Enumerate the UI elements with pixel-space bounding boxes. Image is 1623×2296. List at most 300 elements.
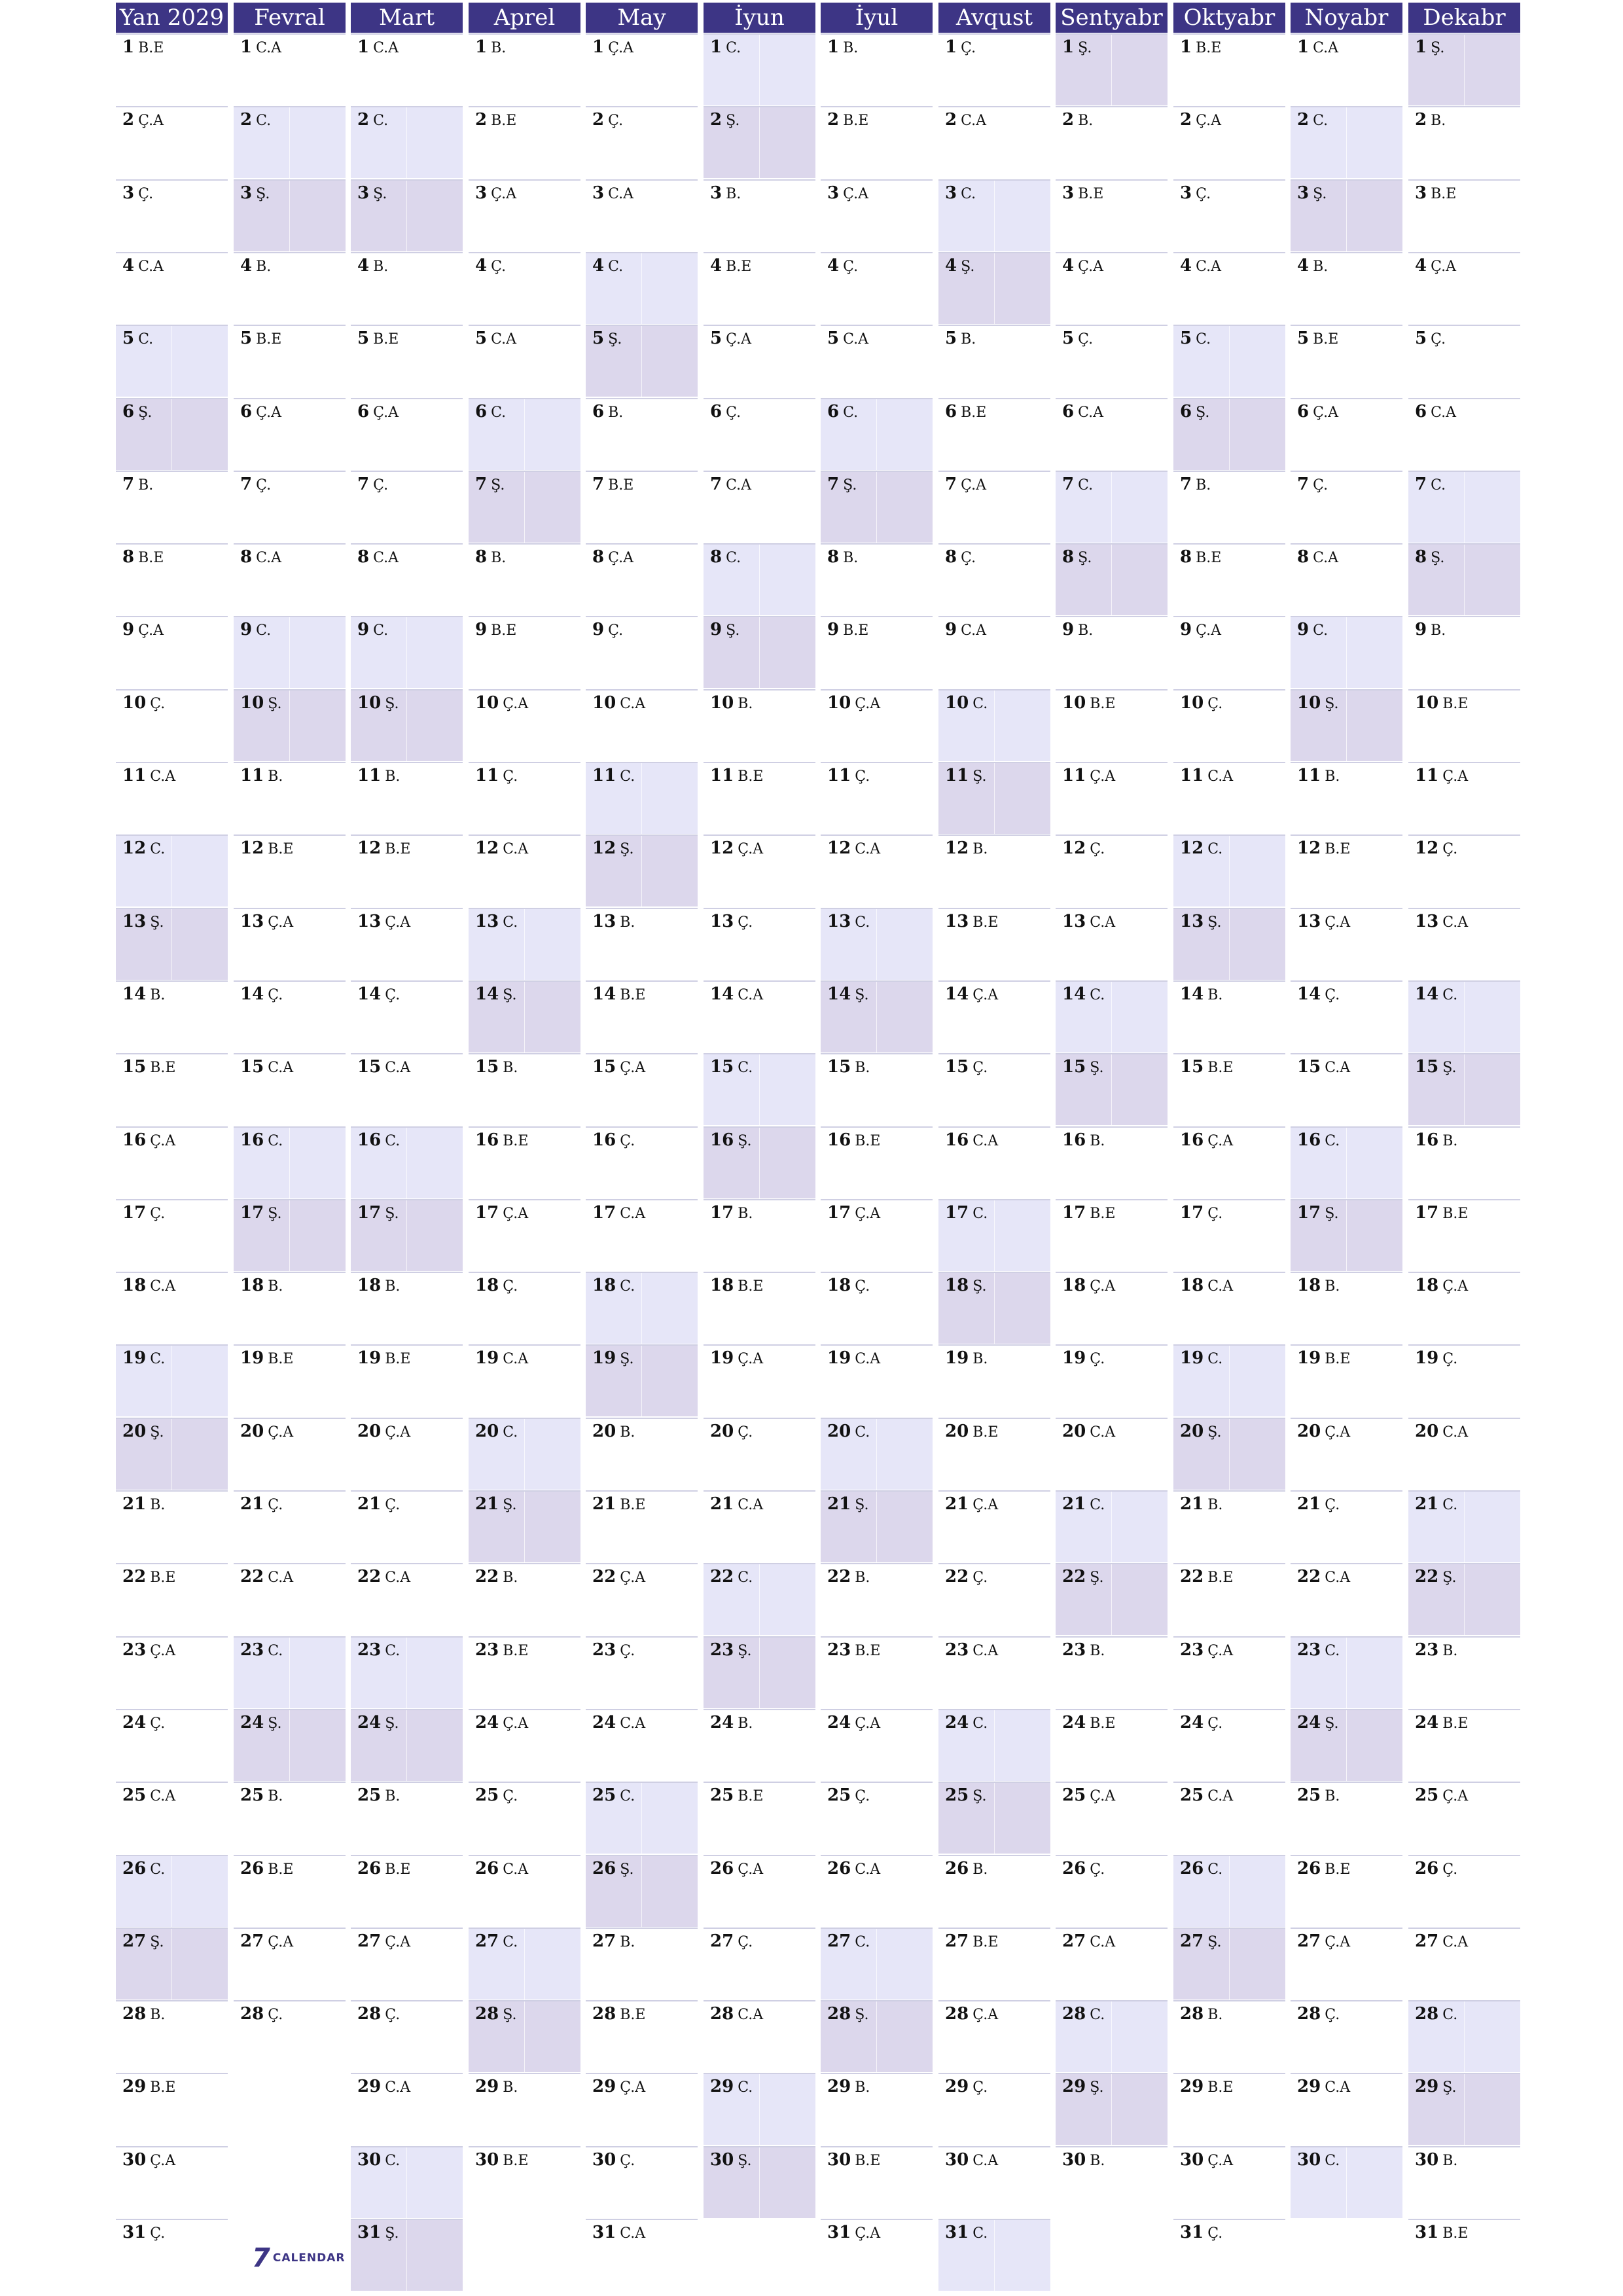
day-cell[interactable]: [1408, 1928, 1520, 2000]
day-cell[interactable]: [938, 325, 1050, 397]
day-cell[interactable]: [704, 762, 815, 834]
day-cell[interactable]: [704, 1418, 815, 1490]
day-cell[interactable]: [1173, 689, 1285, 761]
day-cell[interactable]: [469, 2000, 580, 2072]
day-cell[interactable]: [586, 1418, 698, 1490]
day-cell[interactable]: [1408, 2146, 1520, 2218]
day-cell[interactable]: [469, 762, 580, 834]
day-cell[interactable]: [1056, 1053, 1168, 1125]
day-cell[interactable]: [938, 1126, 1050, 1198]
day-cell[interactable]: [821, 1199, 933, 1271]
day-cell[interactable]: [1291, 471, 1402, 543]
day-cell[interactable]: [116, 2000, 228, 2072]
day-cell[interactable]: [938, 616, 1050, 688]
day-cell[interactable]: [1408, 1344, 1520, 1416]
day-cell[interactable]: [1056, 1272, 1168, 1344]
day-cell[interactable]: [351, 543, 463, 615]
day-cell[interactable]: [234, 762, 346, 834]
day-cell[interactable]: [938, 252, 1050, 324]
day-cell[interactable]: [351, 1636, 463, 1708]
day-cell[interactable]: [1056, 1126, 1168, 1198]
day-cell[interactable]: [469, 179, 580, 251]
day-cell[interactable]: [821, 33, 933, 105]
day-cell[interactable]: [1408, 325, 1520, 397]
day-cell[interactable]: [1291, 2073, 1402, 2145]
day-cell[interactable]: [586, 762, 698, 834]
day-cell[interactable]: [1056, 543, 1168, 615]
day-cell[interactable]: [1173, 2000, 1285, 2072]
day-cell[interactable]: [469, 689, 580, 761]
day-cell[interactable]: [1173, 1855, 1285, 1927]
day-cell[interactable]: [704, 1199, 815, 1271]
day-cell[interactable]: [586, 1563, 698, 1635]
day-cell[interactable]: [938, 1272, 1050, 1344]
day-cell[interactable]: [704, 1636, 815, 1708]
day-cell[interactable]: [1408, 834, 1520, 906]
day-cell[interactable]: [116, 1490, 228, 1562]
day-cell[interactable]: [1291, 980, 1402, 1052]
day-cell[interactable]: [1408, 1855, 1520, 1927]
day-cell[interactable]: [1173, 1928, 1285, 2000]
day-cell[interactable]: [469, 1855, 580, 1927]
day-cell[interactable]: [586, 1199, 698, 1271]
day-cell[interactable]: [821, 179, 933, 251]
day-cell[interactable]: [1291, 2000, 1402, 2072]
day-cell[interactable]: [704, 980, 815, 1052]
day-cell[interactable]: [1056, 1636, 1168, 1708]
day-cell[interactable]: [821, 2000, 933, 2072]
day-cell[interactable]: [586, 2146, 698, 2218]
day-cell[interactable]: [1056, 834, 1168, 906]
day-cell[interactable]: [1408, 33, 1520, 105]
day-cell[interactable]: [821, 471, 933, 543]
day-cell[interactable]: [1291, 543, 1402, 615]
day-cell[interactable]: [938, 1855, 1050, 1927]
day-cell[interactable]: [116, 471, 228, 543]
day-cell[interactable]: [116, 33, 228, 105]
day-cell[interactable]: [1291, 179, 1402, 251]
day-cell[interactable]: [938, 689, 1050, 761]
day-cell[interactable]: [1291, 1126, 1402, 1198]
day-cell[interactable]: [1291, 616, 1402, 688]
day-cell[interactable]: [1056, 1199, 1168, 1271]
day-cell[interactable]: [1408, 1053, 1520, 1125]
day-cell[interactable]: [1291, 834, 1402, 906]
day-cell[interactable]: [116, 689, 228, 761]
day-cell[interactable]: [821, 1418, 933, 1490]
day-cell[interactable]: [1056, 2146, 1168, 2218]
day-cell[interactable]: [351, 1855, 463, 1927]
day-cell[interactable]: [351, 2073, 463, 2145]
day-cell[interactable]: [938, 543, 1050, 615]
day-cell[interactable]: [234, 980, 346, 1052]
day-cell[interactable]: [1056, 1344, 1168, 1416]
day-cell[interactable]: [1173, 2073, 1285, 2145]
day-cell[interactable]: [1408, 1709, 1520, 1781]
day-cell[interactable]: [469, 1272, 580, 1344]
day-cell[interactable]: [469, 1563, 580, 1635]
day-cell[interactable]: [234, 1126, 346, 1198]
day-cell[interactable]: [469, 908, 580, 980]
day-cell[interactable]: [938, 471, 1050, 543]
day-cell[interactable]: [821, 2073, 933, 2145]
day-cell[interactable]: [1056, 106, 1168, 178]
day-cell[interactable]: [938, 2146, 1050, 2218]
day-cell[interactable]: [469, 1199, 580, 1271]
day-cell[interactable]: [586, 1636, 698, 1708]
day-cell[interactable]: [586, 616, 698, 688]
day-cell[interactable]: [821, 1490, 933, 1562]
day-cell[interactable]: [1408, 762, 1520, 834]
day-cell[interactable]: [116, 1928, 228, 2000]
day-cell[interactable]: [1408, 1126, 1520, 1198]
day-cell[interactable]: [1173, 1490, 1285, 1562]
day-cell[interactable]: [586, 1709, 698, 1781]
day-cell[interactable]: [351, 398, 463, 470]
day-cell[interactable]: [938, 1053, 1050, 1125]
day-cell[interactable]: [351, 1418, 463, 1490]
day-cell[interactable]: [1173, 1782, 1285, 1854]
day-cell[interactable]: [1291, 1709, 1402, 1781]
day-cell[interactable]: [1056, 1928, 1168, 2000]
day-cell[interactable]: [1408, 252, 1520, 324]
day-cell[interactable]: [1173, 1126, 1285, 1198]
day-cell[interactable]: [234, 1418, 346, 1490]
day-cell[interactable]: [351, 1199, 463, 1271]
day-cell[interactable]: [116, 1418, 228, 1490]
day-cell[interactable]: [1056, 398, 1168, 470]
day-cell[interactable]: [1291, 1053, 1402, 1125]
day-cell[interactable]: [1056, 1490, 1168, 1562]
day-cell[interactable]: [1291, 689, 1402, 761]
day-cell[interactable]: [1173, 1709, 1285, 1781]
day-cell[interactable]: [234, 33, 346, 105]
day-cell[interactable]: [586, 1490, 698, 1562]
day-cell[interactable]: [351, 980, 463, 1052]
day-cell[interactable]: [1291, 2146, 1402, 2218]
day-cell[interactable]: [938, 179, 1050, 251]
day-cell[interactable]: [1173, 2219, 1285, 2291]
day-cell[interactable]: [704, 325, 815, 397]
day-cell[interactable]: [821, 616, 933, 688]
day-cell[interactable]: [704, 689, 815, 761]
day-cell[interactable]: [586, 908, 698, 980]
day-cell[interactable]: [351, 179, 463, 251]
day-cell[interactable]: [938, 1636, 1050, 1708]
day-cell[interactable]: [938, 1709, 1050, 1781]
day-cell[interactable]: [351, 908, 463, 980]
day-cell[interactable]: [469, 1418, 580, 1490]
day-cell[interactable]: [1056, 179, 1168, 251]
day-cell[interactable]: [821, 1126, 933, 1198]
day-cell[interactable]: [1408, 1636, 1520, 1708]
day-cell[interactable]: [234, 834, 346, 906]
day-cell[interactable]: [586, 2219, 698, 2291]
day-cell[interactable]: [821, 1053, 933, 1125]
day-cell[interactable]: [586, 398, 698, 470]
day-cell[interactable]: [1291, 1490, 1402, 1562]
day-cell[interactable]: [116, 1709, 228, 1781]
day-cell[interactable]: [821, 106, 933, 178]
day-cell[interactable]: [704, 1782, 815, 1854]
day-cell[interactable]: [1173, 908, 1285, 980]
day-cell[interactable]: [116, 2073, 228, 2145]
day-cell[interactable]: [821, 543, 933, 615]
day-cell[interactable]: [586, 689, 698, 761]
day-cell[interactable]: [704, 2000, 815, 2072]
day-cell[interactable]: [469, 834, 580, 906]
day-cell[interactable]: [469, 106, 580, 178]
day-cell[interactable]: [938, 1782, 1050, 1854]
day-cell[interactable]: [821, 980, 933, 1052]
day-cell[interactable]: [821, 1928, 933, 2000]
day-cell[interactable]: [1173, 1053, 1285, 1125]
day-cell[interactable]: [1173, 179, 1285, 251]
day-cell[interactable]: [116, 1199, 228, 1271]
day-cell[interactable]: [351, 616, 463, 688]
day-cell[interactable]: [821, 1344, 933, 1416]
day-cell[interactable]: [116, 1053, 228, 1125]
day-cell[interactable]: [821, 689, 933, 761]
day-cell[interactable]: [704, 616, 815, 688]
day-cell[interactable]: [1173, 543, 1285, 615]
day-cell[interactable]: [586, 1126, 698, 1198]
day-cell[interactable]: [1291, 106, 1402, 178]
day-cell[interactable]: [351, 252, 463, 324]
day-cell[interactable]: [586, 2000, 698, 2072]
day-cell[interactable]: [704, 1855, 815, 1927]
day-cell[interactable]: [469, 2073, 580, 2145]
day-cell[interactable]: [234, 471, 346, 543]
day-cell[interactable]: [1173, 2146, 1285, 2218]
day-cell[interactable]: [469, 252, 580, 324]
day-cell[interactable]: [351, 1053, 463, 1125]
day-cell[interactable]: [351, 1782, 463, 1854]
day-cell[interactable]: [116, 762, 228, 834]
day-cell[interactable]: [1291, 1636, 1402, 1708]
day-cell[interactable]: [469, 398, 580, 470]
day-cell[interactable]: [234, 398, 346, 470]
day-cell[interactable]: [704, 1709, 815, 1781]
day-cell[interactable]: [1173, 834, 1285, 906]
day-cell[interactable]: [938, 33, 1050, 105]
day-cell[interactable]: [116, 1563, 228, 1635]
day-cell[interactable]: [586, 325, 698, 397]
day-cell[interactable]: [469, 1126, 580, 1198]
day-cell[interactable]: [116, 2146, 228, 2218]
day-cell[interactable]: [821, 2146, 933, 2218]
day-cell[interactable]: [704, 33, 815, 105]
day-cell[interactable]: [938, 2000, 1050, 2072]
day-cell[interactable]: [116, 1782, 228, 1854]
day-cell[interactable]: [1408, 543, 1520, 615]
day-cell[interactable]: [351, 1490, 463, 1562]
day-cell[interactable]: [351, 471, 463, 543]
day-cell[interactable]: [586, 1272, 698, 1344]
day-cell[interactable]: [351, 762, 463, 834]
day-cell[interactable]: [1291, 1272, 1402, 1344]
day-cell[interactable]: [1056, 1709, 1168, 1781]
day-cell[interactable]: [351, 33, 463, 105]
day-cell[interactable]: [1408, 1490, 1520, 1562]
day-cell[interactable]: [1408, 179, 1520, 251]
day-cell[interactable]: [234, 616, 346, 688]
day-cell[interactable]: [234, 1563, 346, 1635]
day-cell[interactable]: [704, 1126, 815, 1198]
day-cell[interactable]: [469, 1490, 580, 1562]
day-cell[interactable]: [586, 471, 698, 543]
day-cell[interactable]: [234, 2000, 346, 2072]
day-cell[interactable]: [704, 1928, 815, 2000]
day-cell[interactable]: [821, 762, 933, 834]
day-cell[interactable]: [1408, 689, 1520, 761]
day-cell[interactable]: [351, 2000, 463, 2072]
day-cell[interactable]: [351, 1709, 463, 1781]
day-cell[interactable]: [1173, 1344, 1285, 1416]
day-cell[interactable]: [234, 1928, 346, 2000]
day-cell[interactable]: [234, 1272, 346, 1344]
day-cell[interactable]: [116, 398, 228, 470]
day-cell[interactable]: [1291, 1855, 1402, 1927]
day-cell[interactable]: [234, 908, 346, 980]
day-cell[interactable]: [1173, 980, 1285, 1052]
day-cell[interactable]: [704, 471, 815, 543]
day-cell[interactable]: [1056, 689, 1168, 761]
day-cell[interactable]: [351, 834, 463, 906]
day-cell[interactable]: [1291, 1928, 1402, 2000]
day-cell[interactable]: [116, 543, 228, 615]
day-cell[interactable]: [1173, 106, 1285, 178]
day-cell[interactable]: [938, 1344, 1050, 1416]
day-cell[interactable]: [469, 616, 580, 688]
day-cell[interactable]: [1291, 908, 1402, 980]
day-cell[interactable]: [234, 689, 346, 761]
day-cell[interactable]: [1408, 1563, 1520, 1635]
day-cell[interactable]: [1056, 908, 1168, 980]
day-cell[interactable]: [116, 106, 228, 178]
day-cell[interactable]: [586, 980, 698, 1052]
day-cell[interactable]: [1291, 325, 1402, 397]
day-cell[interactable]: [586, 834, 698, 906]
day-cell[interactable]: [1408, 2000, 1520, 2072]
day-cell[interactable]: [116, 252, 228, 324]
day-cell[interactable]: [821, 1636, 933, 1708]
day-cell[interactable]: [704, 1344, 815, 1416]
day-cell[interactable]: [586, 179, 698, 251]
day-cell[interactable]: [704, 179, 815, 251]
day-cell[interactable]: [1056, 762, 1168, 834]
day-cell[interactable]: [938, 908, 1050, 980]
day-cell[interactable]: [1291, 252, 1402, 324]
day-cell[interactable]: [116, 1636, 228, 1708]
day-cell[interactable]: [1056, 980, 1168, 1052]
day-cell[interactable]: [351, 689, 463, 761]
day-cell[interactable]: [704, 2073, 815, 2145]
day-cell[interactable]: [469, 1709, 580, 1781]
day-cell[interactable]: [1173, 1563, 1285, 1635]
day-cell[interactable]: [1173, 398, 1285, 470]
day-cell[interactable]: [116, 980, 228, 1052]
day-cell[interactable]: [586, 2073, 698, 2145]
day-cell[interactable]: [821, 325, 933, 397]
day-cell[interactable]: [1173, 1272, 1285, 1344]
day-cell[interactable]: [234, 1053, 346, 1125]
day-cell[interactable]: [1173, 33, 1285, 105]
day-cell[interactable]: [234, 252, 346, 324]
day-cell[interactable]: [1056, 1418, 1168, 1490]
day-cell[interactable]: [469, 2146, 580, 2218]
day-cell[interactable]: [1056, 471, 1168, 543]
day-cell[interactable]: [351, 325, 463, 397]
day-cell[interactable]: [469, 1344, 580, 1416]
day-cell[interactable]: [821, 908, 933, 980]
day-cell[interactable]: [1056, 33, 1168, 105]
day-cell[interactable]: [351, 2219, 463, 2291]
day-cell[interactable]: [704, 252, 815, 324]
day-cell[interactable]: [938, 106, 1050, 178]
day-cell[interactable]: [234, 1709, 346, 1781]
day-cell[interactable]: [1291, 1782, 1402, 1854]
day-cell[interactable]: [469, 1636, 580, 1708]
day-cell[interactable]: [351, 1928, 463, 2000]
day-cell[interactable]: [1408, 908, 1520, 980]
day-cell[interactable]: [704, 1490, 815, 1562]
day-cell[interactable]: [586, 33, 698, 105]
day-cell[interactable]: [938, 834, 1050, 906]
day-cell[interactable]: [704, 1272, 815, 1344]
day-cell[interactable]: [234, 1490, 346, 1562]
day-cell[interactable]: [1056, 325, 1168, 397]
day-cell[interactable]: [234, 1344, 346, 1416]
day-cell[interactable]: [116, 616, 228, 688]
day-cell[interactable]: [351, 1272, 463, 1344]
day-cell[interactable]: [469, 980, 580, 1052]
day-cell[interactable]: [704, 834, 815, 906]
day-cell[interactable]: [821, 1855, 933, 1927]
day-cell[interactable]: [234, 106, 346, 178]
day-cell[interactable]: [469, 325, 580, 397]
day-cell[interactable]: [704, 908, 815, 980]
day-cell[interactable]: [1408, 1272, 1520, 1344]
day-cell[interactable]: [116, 1272, 228, 1344]
day-cell[interactable]: [821, 1272, 933, 1344]
day-cell[interactable]: [704, 398, 815, 470]
day-cell[interactable]: [351, 1126, 463, 1198]
day-cell[interactable]: [704, 2146, 815, 2218]
day-cell[interactable]: [116, 1344, 228, 1416]
day-cell[interactable]: [938, 1928, 1050, 2000]
day-cell[interactable]: [1408, 106, 1520, 178]
day-cell[interactable]: [1291, 33, 1402, 105]
day-cell[interactable]: [234, 1199, 346, 1271]
day-cell[interactable]: [938, 2073, 1050, 2145]
day-cell[interactable]: [469, 543, 580, 615]
day-cell[interactable]: [704, 1053, 815, 1125]
day-cell[interactable]: [1056, 1855, 1168, 1927]
day-cell[interactable]: [1056, 252, 1168, 324]
day-cell[interactable]: [586, 252, 698, 324]
day-cell[interactable]: [938, 1418, 1050, 1490]
day-cell[interactable]: [1408, 398, 1520, 470]
day-cell[interactable]: [1291, 1344, 1402, 1416]
day-cell[interactable]: [116, 179, 228, 251]
day-cell[interactable]: [116, 2219, 228, 2291]
day-cell[interactable]: [586, 106, 698, 178]
day-cell[interactable]: [234, 1782, 346, 1854]
day-cell[interactable]: [586, 1782, 698, 1854]
day-cell[interactable]: [586, 543, 698, 615]
day-cell[interactable]: [821, 1563, 933, 1635]
